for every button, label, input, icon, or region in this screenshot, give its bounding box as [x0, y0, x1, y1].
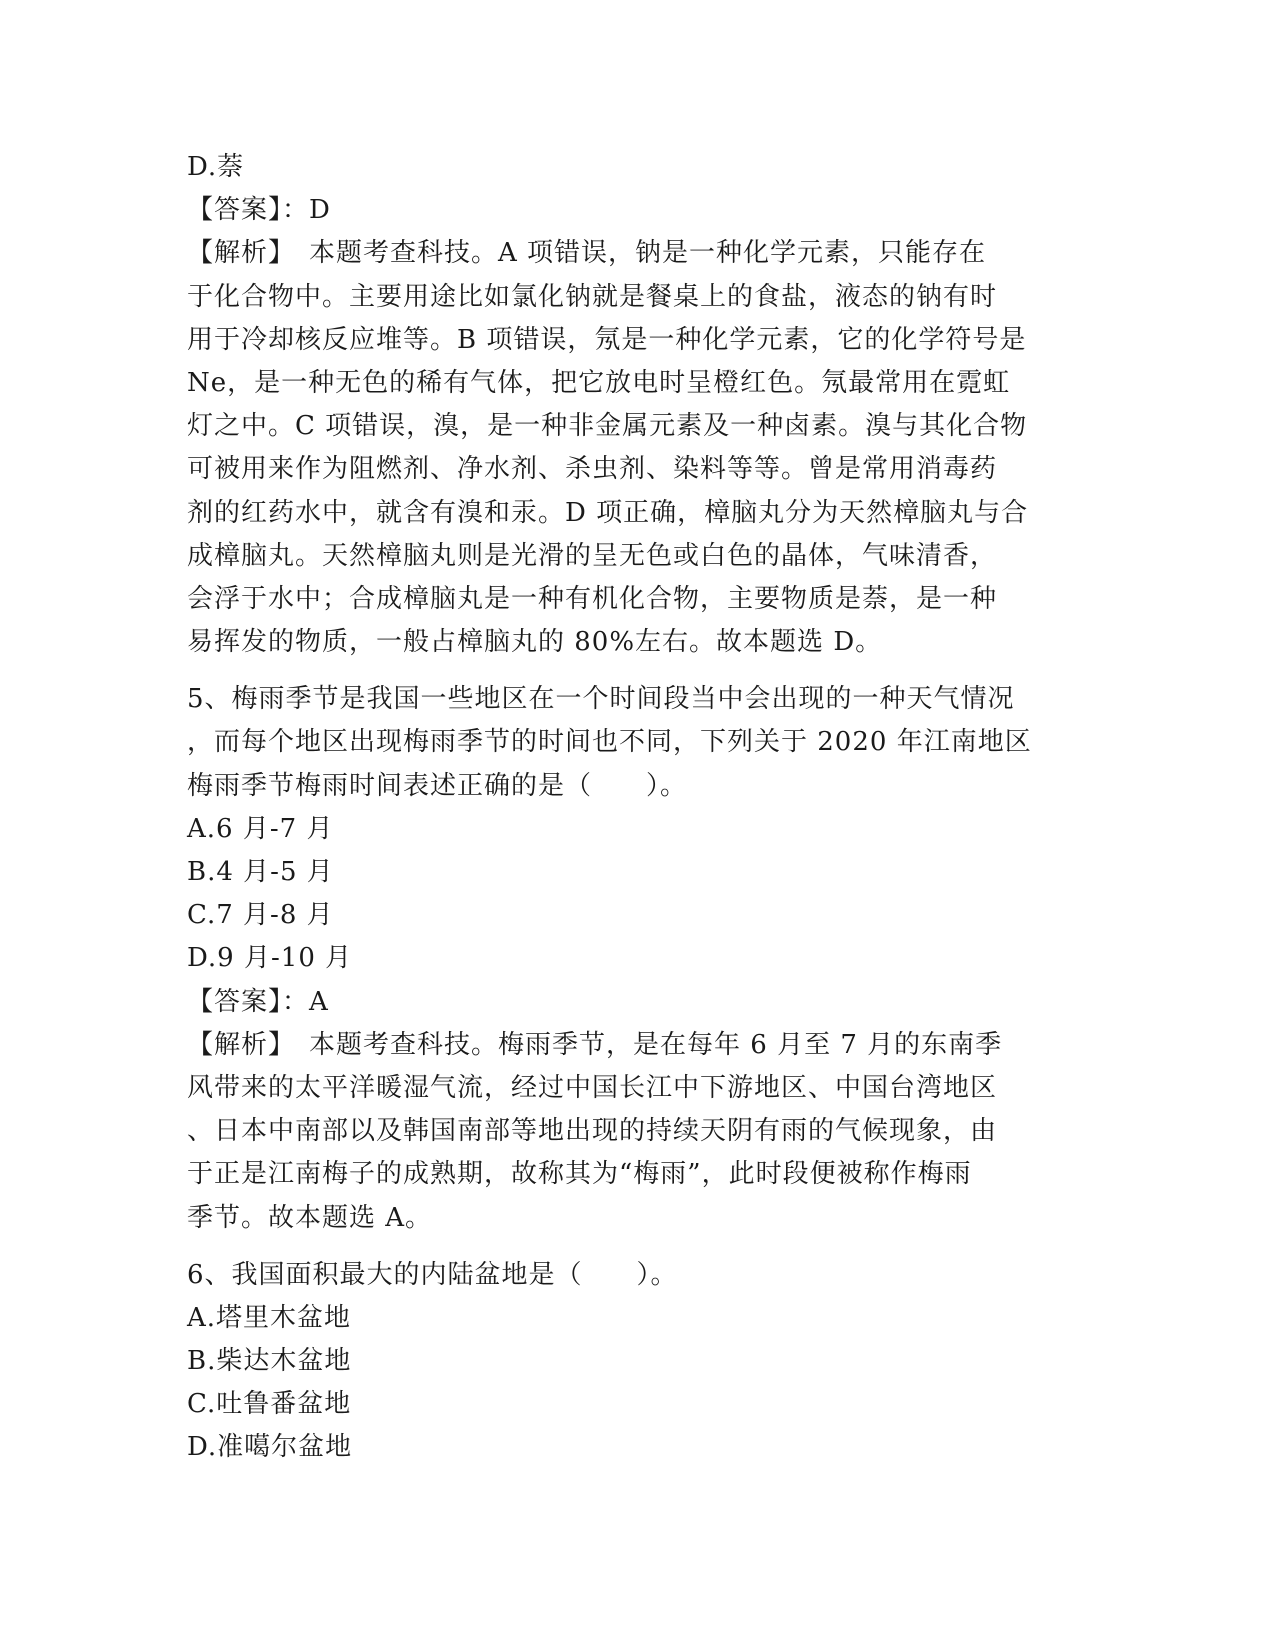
analysis-line: 于化合物中。主要用途比如氯化钠就是餐桌上的食盐，液态的钠有时: [187, 281, 998, 312]
analysis-line: Ne，是一种无色的稀有气体，把它放电时呈橙红色。氖最常用在霓虹: [187, 367, 1011, 398]
analysis-line: 用于冷却核反应堆等。B 项错误，氖是一种化学元素，它的化学符号是: [187, 324, 1027, 355]
question-6: [187, 1254, 1087, 1470]
analysis-line: 成樟脑丸。天然樟脑丸则是光滑的呈无色或白色的晶体，气味清香，: [187, 540, 998, 571]
analysis-line: 于正是江南梅子的成熟期，故称其为“梅雨”，此时段便被称作梅雨: [187, 1159, 972, 1190]
option-a: A.塔里木盆地: [187, 1302, 352, 1333]
answer-line: 【答案】：D: [187, 195, 331, 226]
analysis-line: 会浮于水中；合成樟脑丸是一种有机化合物，主要物质是萘，是一种: [187, 583, 998, 614]
analysis-block: [187, 232, 1087, 664]
analysis-line: 【解析】 本题考查科技。梅雨季节，是在每年 6 月至 7 月的东南季: [187, 1029, 1003, 1060]
analysis-line: 、日本中南部以及韩国南部等地出现的持续天阴有雨的气候现象，由: [187, 1116, 998, 1147]
option-d: D.萘: [187, 152, 245, 182]
analysis-line: 可被用来作为阻燃剂、净水剂、杀虫剂、染料等等。曾是常用消毒药: [187, 454, 998, 485]
question-stem: 6、我国面积最大的内陆盆地是（ ）。: [187, 1259, 678, 1290]
option-b: B.柴达木盆地: [187, 1346, 352, 1377]
option-b: B.4 月-5 月: [187, 857, 334, 887]
option-c: C.吐鲁番盆地: [187, 1389, 352, 1420]
question-stem: [187, 678, 1087, 808]
analysis-line: 灯之中。C 项错误，溴，是一种非金属元素及一种卤素。溴与其化合物: [187, 411, 1028, 442]
analysis-line: 易挥发的物质，一般占樟脑丸的 80%左右。故本题选 D。: [187, 627, 883, 658]
stem-line: 梅雨季节梅雨时间表述正确的是（ ）。: [187, 770, 688, 801]
analysis-block: [187, 1024, 1087, 1240]
analysis-line: 剂的红药水中，就含有溴和汞。D 项正确，樟脑丸分为天然樟脑丸与合: [187, 497, 1029, 528]
option-c: C.7 月-8 月: [187, 900, 334, 931]
analysis-line: 【解析】 本题考查科技。A 项错误，钠是一种化学元素，只能存在: [187, 238, 987, 269]
stem-line: 5、梅雨季节是我国一些地区在一个时间段当中会出现的一种天气情况: [187, 684, 1015, 715]
question-5: [187, 678, 1087, 1239]
option-d: D.准噶尔盆地: [187, 1432, 353, 1463]
analysis-line: 季节。故本题选 A。: [187, 1202, 433, 1233]
analysis-line: 风带来的太平洋暖湿气流，经过中国长江中下游地区、中国台湾地区: [187, 1072, 998, 1103]
option-a: A.6 月-7 月: [187, 813, 334, 844]
answer-line: 【答案】：A: [187, 986, 329, 1017]
document-page: [187, 146, 1087, 1470]
question-4-tail: [187, 146, 1087, 664]
option-d: D.9 月-10 月: [187, 943, 353, 974]
stem-line: ，而每个地区出现梅雨季节的时间也不同，下列关于 2020 年江南地区: [187, 727, 1032, 758]
